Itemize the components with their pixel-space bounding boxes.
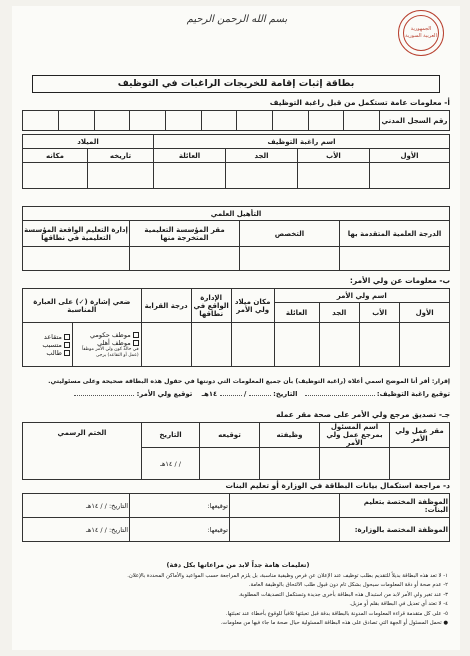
checkbox-student[interactable] (64, 350, 70, 356)
kinship-field[interactable] (141, 323, 191, 367)
guardian-father-field[interactable] (359, 323, 399, 367)
registry-digit[interactable] (237, 111, 273, 131)
official-title-field[interactable] (260, 448, 320, 480)
instruction-item: ٤- لا تعتد أي تعديل في البطاقة بقلم أو مزيل. (349, 601, 448, 607)
registry-table (22, 110, 450, 131)
opt-retired: متقاعد (43, 332, 62, 341)
basmala: بسم الله الرحمن الرحيم (186, 14, 288, 25)
col-first: الأول (370, 149, 450, 163)
opt-self-employed: متسبب (42, 340, 62, 349)
col-official-sign: توقيعه (200, 423, 260, 448)
guardian-grandfather-field[interactable] (319, 323, 359, 367)
applicant-sign-field[interactable] (305, 395, 375, 396)
registry-digit[interactable] (344, 111, 380, 131)
instruction-item: ٢- عدم صحة أو دقة المعلومات سيحول بشكل تام دون قبول طلب الالتحاق بالوظيفة العامة. (248, 582, 448, 588)
opt-student: طالب (46, 348, 62, 357)
registry-digit[interactable] (58, 111, 94, 131)
applicant-name-table (22, 134, 450, 189)
edu-admin-field[interactable] (23, 247, 130, 271)
col-family: العائلة (154, 149, 226, 163)
applicant-sign-label: توقيع راغبة التوظيف: (376, 390, 450, 398)
section-d-heading: د- مراجعة استكمال بيانات البطاقة في الوزارة أو تعليم البنات (225, 481, 450, 490)
col-birth-place: مكانه (23, 149, 88, 163)
section-c-heading: جـ- تصديق مرجع ولي الأمر على صحة مقر عمله (276, 410, 450, 419)
ministry-sign-cell[interactable] (130, 518, 230, 542)
logo-text: الجمهورية العربية السورية (405, 26, 437, 39)
registry-digit[interactable] (23, 111, 59, 131)
section-a-heading: أ- معلومات عامة تستكمل من قبل راغبة التوظيف (269, 98, 450, 107)
education-table (22, 206, 450, 271)
ministry-officer-field[interactable] (230, 518, 340, 542)
col-specialty: التخصص (240, 221, 340, 247)
col-official-title: وظيفته (260, 423, 320, 448)
date-label: التاريخ: (108, 501, 128, 510)
registry-label: رقم السجل المدني (380, 111, 450, 131)
col-institution: مقر المؤسسة التعليمية المتخرجة منها (130, 221, 240, 247)
guardian-col-first: الأول (400, 303, 450, 323)
col-grandfather: الجد (226, 149, 298, 163)
guardian-name-label: اسم ولي الأمر (274, 289, 450, 303)
instruction-item: ٣- عند تغير ولي الأمر لابد من استبدال هذه البطاقة بأخرى جديدة وتستكمل التصديقات المطلوبة. (238, 591, 448, 598)
declaration-month-field[interactable] (220, 395, 242, 396)
guardian-first-field[interactable] (400, 323, 450, 367)
first-name-field[interactable] (370, 163, 450, 189)
registry-digit[interactable] (272, 111, 308, 131)
instructions-block (28, 561, 448, 629)
review-table (22, 493, 450, 542)
col-edu-admin: إدارة التعليم الواقعة المؤسسة التعليمية في نطاقها (23, 221, 130, 247)
guardian-col-father: الأب (359, 303, 399, 323)
checkbox-private-employee[interactable] (133, 340, 139, 346)
girls-education-sign-cell[interactable] (130, 494, 230, 518)
sign-label: توقيعها: (207, 525, 228, 534)
opt-private-employee: موظف أهلي (97, 338, 131, 347)
registry-digit[interactable] (201, 111, 237, 131)
col-degree: الدرجة العلمية المتقدمة بها (340, 221, 450, 247)
mark-instruction: ضعي إشارة (✓) على العبارة المناسبة (23, 289, 142, 323)
registry-digit[interactable] (165, 111, 201, 131)
employment-options (72, 323, 141, 367)
kinship-label: درجة القرابة (141, 289, 191, 323)
guardian-admin-field[interactable] (191, 323, 231, 367)
col-guardian-workplace: مقر عمل ولي الأمر (390, 423, 450, 448)
checkbox-gov-employee[interactable] (133, 332, 139, 338)
guardian-col-grandfather: الجد (319, 303, 359, 323)
family-name-field[interactable] (154, 163, 226, 189)
checkbox-retired[interactable] (64, 334, 70, 340)
cert-date-field[interactable]: / / ١٤هـ (142, 448, 200, 480)
guardian-admin-label: الإدارة الواقع في نطاقها (191, 289, 231, 323)
declaration-day-field[interactable] (249, 395, 271, 396)
section-b-heading: ب- معلومات عن ولي الأمر: (349, 276, 450, 285)
employee-note: في حالة كون ولي الأمر موظفاً (عمل أو التقاعد) يرجى (81, 346, 139, 358)
father-name-field[interactable] (298, 163, 370, 189)
form-title: بطاقة إثبات إقامة للخريجات الراغبات في التوظيف (32, 75, 440, 93)
specialty-field[interactable] (240, 247, 340, 271)
applicant-name-label: اسم راغبة التوظيف (154, 135, 450, 149)
col-cert-date: التاريخ (142, 423, 200, 448)
status-options (23, 323, 73, 367)
registry-digit[interactable] (94, 111, 130, 131)
instruction-item: ١- لا تعد هذه البطاقة بديلاً للتقديم بطلب توظيف عند الإعلان عن فرص وظيفية مناسبة، بل يلزم المراجعة حسب المواعيد والأماكن المحددة بالإعلان. (127, 572, 448, 579)
date-label: التاريخ: (108, 525, 128, 534)
guardian-col-family: العائلة (274, 303, 319, 323)
girls-education-officer-label: الموظفة المختصة بتعليم البنات: (340, 494, 450, 518)
guardian-sign-label: توقيع ولي الأمر: (136, 390, 193, 398)
declaration-sign-row (74, 390, 450, 398)
registry-digit[interactable] (130, 111, 166, 131)
col-birth-date: تاريخه (88, 149, 154, 163)
registry-digit[interactable] (308, 111, 344, 131)
date-value: / / ١٤هـ (86, 525, 107, 534)
date-separator: / (243, 390, 247, 398)
education-heading: التأهيل العلمي (23, 207, 450, 221)
ministry-officer-label: الموظفة المختصة بالوزارة: (340, 518, 450, 542)
checkbox-self-employed[interactable] (64, 342, 70, 348)
date-value: / / ١٤هـ (86, 501, 107, 510)
guardian-table (22, 288, 450, 367)
guardian-birthplace-label: مكان ميلاد ولي الأمر (231, 289, 274, 323)
sign-label: توقيعها: (207, 501, 228, 510)
col-official-name: اسم المسئول بمرجع عمل ولي الأمر (320, 423, 390, 448)
instruction-item: ٥- على كل متقدمة قراءة المعلومات المدونة بالبطاقة بدقة قبل تعبئتها تلافياً للوقوع بأخطاء عند تعبئتها. (225, 610, 448, 617)
institution-field[interactable] (130, 247, 240, 271)
certification-table (22, 422, 450, 480)
girls-education-officer-field[interactable] (230, 494, 340, 518)
col-father: الأب (298, 149, 370, 163)
guardian-family-field[interactable] (274, 323, 319, 367)
grandfather-name-field[interactable] (226, 163, 298, 189)
declaration-date-label: التاريخ: (273, 390, 298, 398)
instructions-title: (تعليمات هامة جداً لابد من مراعاتها بكل دقة) (166, 561, 310, 569)
instruction-item: ● تحمل المسئول أو الجهة التي تصادق على هذه البطاقة المسئولية حيال صحة ما جاء فيها من معلومات. (220, 620, 448, 626)
degree-field[interactable] (340, 247, 450, 271)
official-sign-field[interactable] (200, 448, 260, 480)
birth-label: الميلاد (23, 135, 154, 149)
guardian-birthplace-field[interactable] (231, 323, 274, 367)
ministry-date-cell[interactable] (23, 518, 130, 542)
official-stamp-area[interactable]: الختم الرسمي (23, 423, 142, 480)
birth-date-field[interactable] (88, 163, 154, 189)
declaration-year-suffix: ١٤هـ (201, 390, 218, 398)
birth-place-field[interactable] (23, 163, 88, 189)
opt-gov-employee: موظف حكومي (90, 330, 131, 339)
declaration-text: إقرار: أقر أنا الموضح اسمي أعلاه (راغبة التوظيف) بأن جميع المعلومات التي دونتها في حقول هذه البطاقة صحيحة وعلى مسئوليتي. (48, 378, 450, 385)
form-page (12, 6, 460, 650)
official-name-field[interactable] (320, 448, 390, 480)
guardian-workplace-field[interactable] (390, 448, 450, 480)
girls-education-date-cell[interactable] (23, 494, 130, 518)
logo-inner-ring (403, 15, 439, 51)
ministry-logo (398, 10, 444, 56)
guardian-sign-field[interactable] (74, 395, 134, 396)
